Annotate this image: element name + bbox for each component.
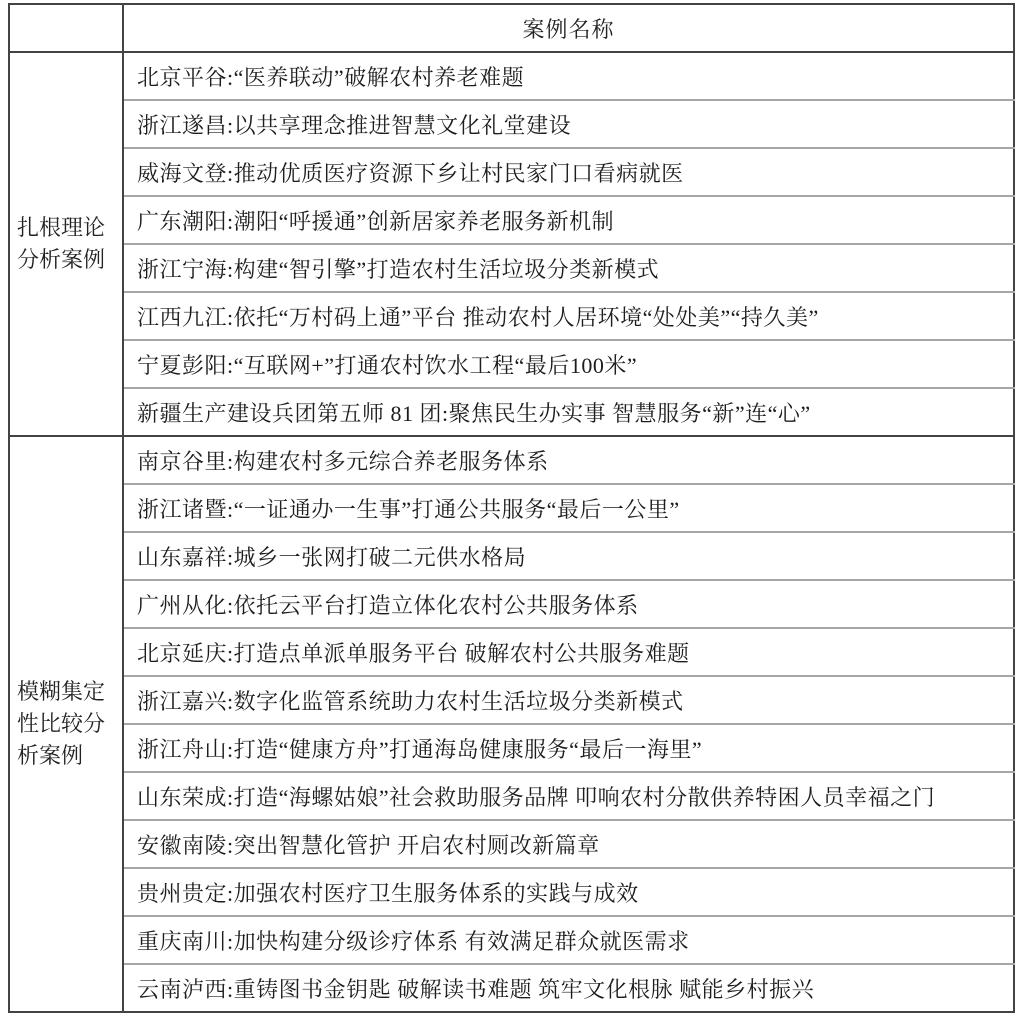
case-name: 南京谷里:构建农村多元综合养老服务体系 [123,436,1014,484]
table-body [9,52,1014,1012]
table-row [9,532,1014,580]
case-name: 浙江嘉兴:数字化监管系统助力农村生活垃圾分类新模式 [123,676,1014,724]
case-name: 威海文登:推动优质医疗资源下乡让村民家门口看病就医 [123,148,1014,196]
category-header-cell [9,4,123,52]
table-row [9,148,1014,196]
case-name: 浙江遂昌:以共享理念推进智慧文化礼堂建设 [123,100,1014,148]
case-table [8,3,1015,1013]
section-label: 扎根理论分析案例 [9,52,123,436]
case-name: 江西九江:依托“万村码上通”平台 推动农村人居环境“处处美”“持久美” [123,292,1014,340]
table-row [9,820,1014,868]
case-name: 浙江宁海:构建“智引擎”打造农村生活垃圾分类新模式 [123,244,1014,292]
header-row [9,4,1014,52]
table-row [9,436,1014,484]
case-name-header: 案例名称 [123,4,1014,52]
table-row [9,916,1014,964]
table-row [9,388,1014,436]
case-name: 重庆南川:加快构建分级诊疗体系 有效满足群众就医需求 [123,916,1014,964]
table-row [9,676,1014,724]
table-row [9,484,1014,532]
table-row [9,772,1014,820]
table-row [9,724,1014,772]
case-name: 云南泸西:重铸图书金钥匙 破解读书难题 筑牢文化根脉 赋能乡村振兴 [123,964,1014,1012]
case-name: 浙江舟山:打造“健康方舟”打通海岛健康服务“最后一海里” [123,724,1014,772]
table-row [9,292,1014,340]
case-name: 北京平谷:“医养联动”破解农村养老难题 [123,52,1014,100]
table-row [9,196,1014,244]
table-row [9,580,1014,628]
case-name: 浙江诸暨:“一证通办一生事”打通公共服务“最后一公里” [123,484,1014,532]
table-row [9,244,1014,292]
table-row [9,340,1014,388]
case-name: 宁夏彭阳:“互联网+”打通农村饮水工程“最后100米” [123,340,1014,388]
case-name: 新疆生产建设兵团第五师 81 团:聚焦民生办实事 智慧服务“新”连“心” [123,388,1014,436]
case-name: 广州从化:依托云平台打造立体化农村公共服务体系 [123,580,1014,628]
table-row [9,868,1014,916]
table-row [9,628,1014,676]
section-label: 模糊集定性比较分析案例 [9,436,123,1012]
case-name: 山东嘉祥:城乡一张网打破二元供水格局 [123,532,1014,580]
case-name: 北京延庆:打造点单派单服务平台 破解农村公共服务难题 [123,628,1014,676]
case-name: 贵州贵定:加强农村医疗卫生服务体系的实践与成效 [123,868,1014,916]
case-name: 安徽南陵:突出智慧化管护 开启农村厕改新篇章 [123,820,1014,868]
table-row [9,52,1014,100]
table-row [9,100,1014,148]
case-name: 山东荣成:打造“海螺姑娘”社会救助服务品牌 叩响农村分散供养特困人员幸福之门 [123,772,1014,820]
table-row [9,964,1014,1012]
case-name: 广东潮阳:潮阳“呼援通”创新居家养老服务新机制 [123,196,1014,244]
